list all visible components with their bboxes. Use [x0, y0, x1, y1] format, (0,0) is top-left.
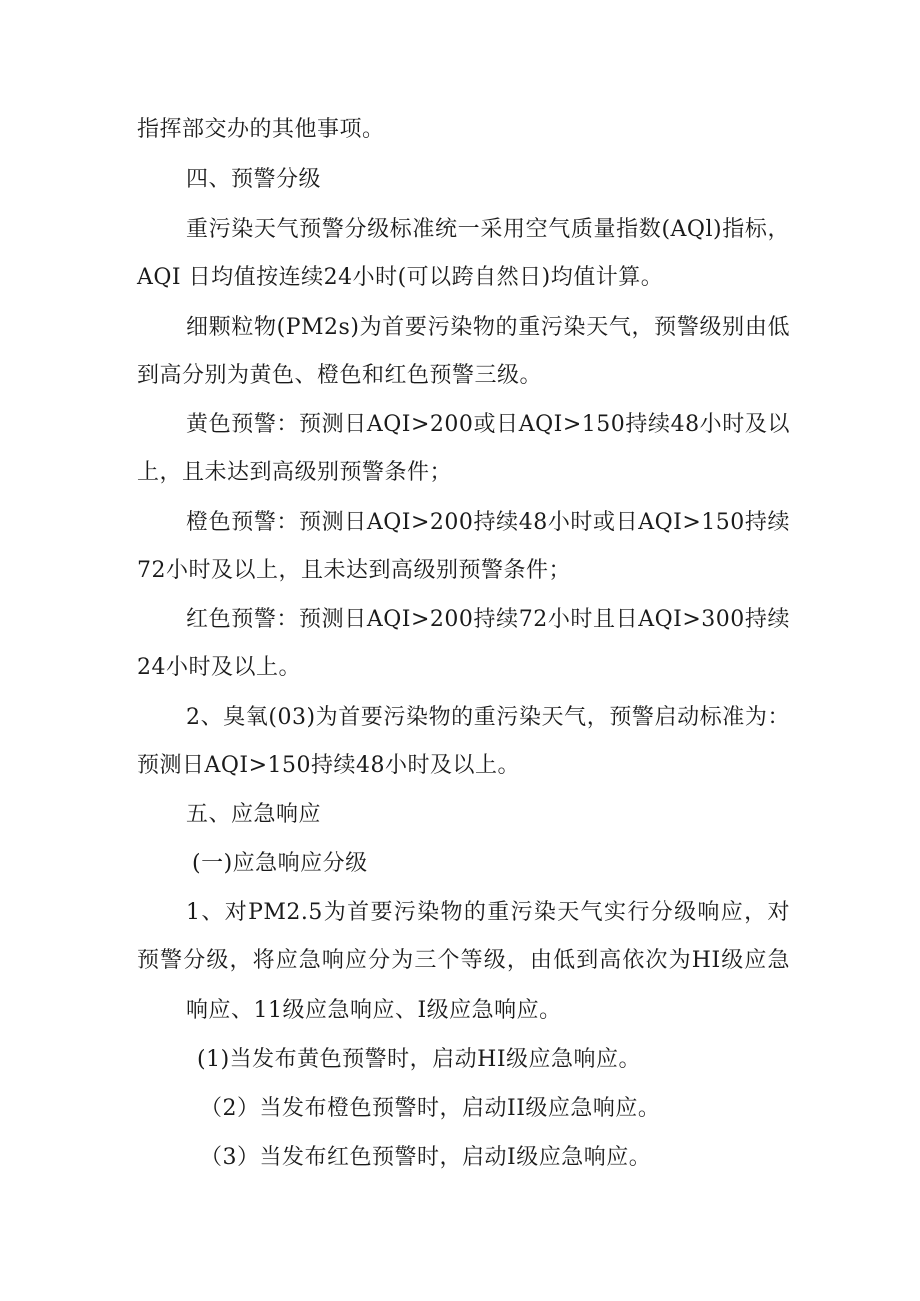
section-heading: 五、应急响应: [186, 802, 322, 827]
text-line: 指挥部交办的其他事项。: [137, 117, 385, 142]
subsection-heading: (一)应急响应分级: [192, 851, 368, 876]
list-item: （2）当发布橙色预警时，启动II级应急响应。: [200, 1096, 661, 1121]
list-item: (1)当发布黄色预警时，启动HI级应急响应。: [197, 1047, 642, 1072]
text-line: 24小时及以上。: [137, 655, 301, 680]
text-line: 细颗粒物(PM2s)为首要污染物的重污染天气，预警级别由低: [186, 315, 790, 340]
text-line: 到高分别为黄色、橙色和红色预警三级。: [137, 363, 543, 388]
section-heading: 四、预警分级: [186, 167, 322, 192]
text-line: AQI 日均值按连续24小时(可以跨自然日)均值计算。: [137, 265, 664, 290]
text-line: 1、对PM2.5为首要污染物的重污染天气实行分级响应，对: [186, 900, 790, 925]
text-line: 红色预警：预测日AQI>200持续72小时且日AQI>300持续: [186, 607, 790, 632]
list-item: （3）当发布红色预警时，启动I级应急响应。: [200, 1145, 652, 1170]
text-line: 上，且未达到高级别预警条件；: [137, 460, 453, 485]
text-line: 72小时及以上，且未达到高级别预警条件；: [137, 558, 571, 583]
text-line: 重污染天气预警分级标准统一采用空气质量指数(AQl)指标，: [186, 217, 790, 242]
text-line: 橙色预警：预测日AQI>200持续48小时或日AQI>150持续: [186, 510, 790, 535]
text-line: 黄色预警：预测日AQI>200或日AQI>150持续48小时及以: [186, 412, 790, 437]
text-line: 响应、11级应急响应、I级应急响应。: [186, 998, 562, 1023]
text-line: 预测日AQI>150持续48小时及以上。: [137, 753, 521, 778]
text-line: 预警分级，将应急响应分为三个等级，由低到高依次为HI级应急: [137, 948, 790, 973]
text-line: 2、臭氧(03)为首要污染物的重污染天气，预警启动标准为：: [186, 705, 790, 730]
